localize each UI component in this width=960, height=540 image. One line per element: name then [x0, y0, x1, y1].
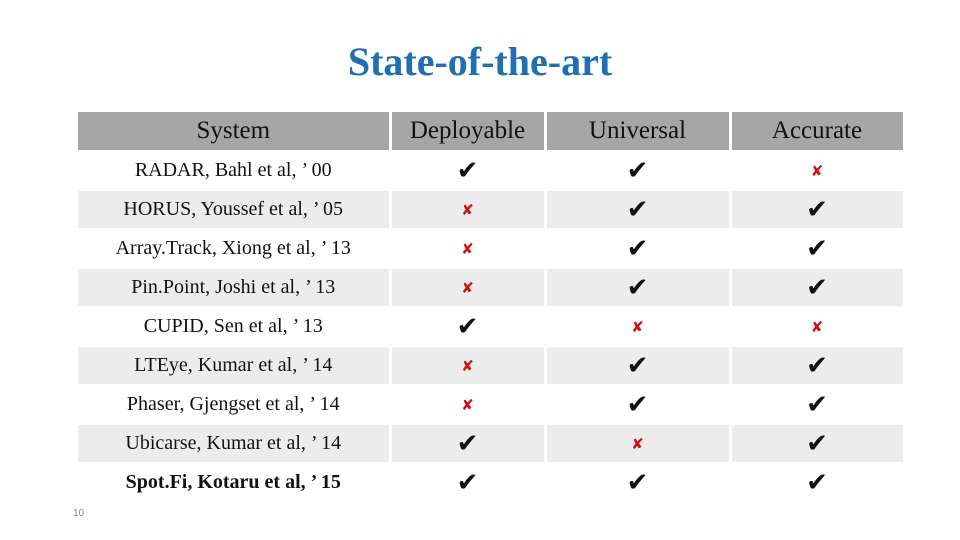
- table-row: [78, 346, 904, 385]
- cell-accurate: [730, 307, 904, 346]
- cell-deployable: [390, 307, 545, 346]
- check-icon: ✔: [456, 428, 479, 459]
- page-number: 10: [73, 508, 85, 519]
- system-name: Ubicarse, Kumar et al, ’ 14: [78, 424, 390, 463]
- check-icon: ✔: [626, 233, 649, 264]
- system-name: CUPID, Sen et al, ’ 13: [78, 307, 390, 346]
- table-row: [78, 190, 904, 229]
- cell-accurate: [730, 346, 904, 385]
- cell-accurate: [730, 229, 904, 268]
- cell-accurate: [730, 190, 904, 229]
- cross-icon: ✘: [631, 318, 644, 336]
- table-row: [78, 268, 904, 307]
- slide-title: State-of-the-art: [347, 39, 613, 84]
- cell-accurate: [730, 385, 904, 424]
- system-name: HORUS, Youssef et al, ’ 05: [78, 190, 390, 229]
- cell-universal: [545, 190, 730, 229]
- cell-universal: [545, 151, 730, 190]
- check-icon: ✔: [806, 428, 828, 459]
- cross-icon: ✘: [461, 240, 474, 258]
- comparison-table: [78, 112, 906, 503]
- cell-deployable: [390, 229, 545, 268]
- check-icon: ✔: [626, 155, 649, 186]
- table-header-row: [78, 112, 904, 151]
- check-icon: ✔: [626, 467, 649, 498]
- cell-accurate: [730, 151, 904, 190]
- cell-universal: [545, 268, 730, 307]
- check-icon: ✔: [806, 350, 828, 381]
- cell-universal: [545, 424, 730, 463]
- check-icon: ✔: [626, 194, 649, 225]
- cell-deployable: [390, 385, 545, 424]
- system-name: RADAR, Bahl et al, ’ 00: [78, 151, 390, 190]
- cell-deployable: [390, 424, 545, 463]
- check-icon: ✔: [626, 350, 649, 381]
- check-icon: ✔: [806, 194, 828, 225]
- header-system: System: [78, 112, 390, 151]
- check-icon: ✔: [806, 272, 828, 303]
- table-row: [78, 151, 904, 190]
- table-row: [78, 385, 904, 424]
- check-icon: ✔: [626, 389, 649, 420]
- cross-icon: ✘: [461, 357, 474, 375]
- cell-universal: [545, 463, 730, 502]
- cross-icon: ✘: [810, 318, 824, 336]
- system-name: Phaser, Gjengset et al, ’ 14: [78, 385, 390, 424]
- cell-universal: [545, 307, 730, 346]
- cell-universal: [545, 229, 730, 268]
- table-row: [78, 229, 904, 268]
- table-row: [78, 424, 904, 463]
- cell-accurate: [730, 424, 904, 463]
- cell-deployable: [390, 268, 545, 307]
- check-icon: ✔: [456, 155, 479, 186]
- cell-accurate: [730, 268, 904, 307]
- check-icon: ✔: [806, 467, 828, 498]
- table-row: [78, 307, 904, 346]
- check-icon: ✔: [456, 467, 479, 498]
- header-universal: Universal: [545, 112, 730, 151]
- cross-icon: ✘: [631, 435, 644, 453]
- cell-deployable: [390, 190, 545, 229]
- check-icon: ✔: [456, 311, 479, 342]
- system-name: Spot.Fi, Kotaru et al, ’ 15: [78, 463, 390, 502]
- system-name: Array.Track, Xiong et al, ’ 13: [78, 229, 390, 268]
- cross-icon: ✘: [461, 396, 474, 414]
- header-accurate: Accurate: [730, 112, 904, 151]
- check-icon: ✔: [626, 272, 649, 303]
- check-icon: ✔: [806, 233, 828, 264]
- cell-accurate: [730, 463, 904, 502]
- cell-deployable: [390, 346, 545, 385]
- cross-icon: ✘: [810, 162, 824, 180]
- cross-icon: ✘: [461, 279, 474, 297]
- cell-universal: [545, 385, 730, 424]
- cross-icon: ✘: [461, 201, 474, 219]
- cell-universal: [545, 346, 730, 385]
- system-name: Pin.Point, Joshi et al, ’ 13: [78, 268, 390, 307]
- system-name: LTEye, Kumar et al, ’ 14: [78, 346, 390, 385]
- table-row: [78, 463, 904, 502]
- check-icon: ✔: [806, 389, 828, 420]
- cell-deployable: [390, 463, 545, 502]
- cell-deployable: [390, 151, 545, 190]
- header-deployable: Deployable: [390, 112, 545, 151]
